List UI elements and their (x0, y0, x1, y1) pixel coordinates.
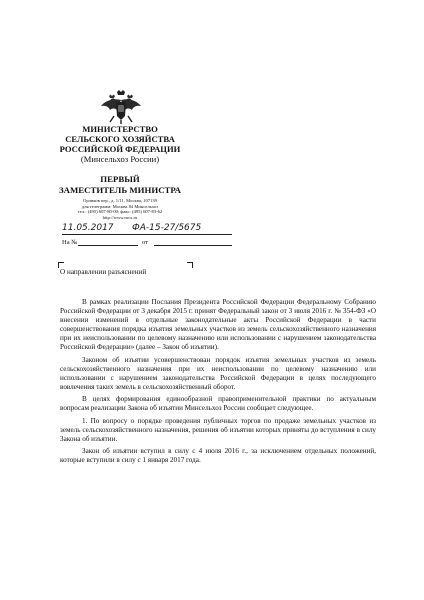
registration-date: 11.05.2017 (62, 223, 114, 233)
russian-coat-of-arms-icon (100, 90, 142, 124)
body-paragraph: В целях формирования единообразной правоприменительной практики по актуальным вопросам реализации Закона об изъятии Минсельхоз России сообщает следующее. (60, 395, 376, 413)
registration-number: ФА-15-27/5675 (132, 223, 202, 233)
ministry-address (40, 198, 200, 220)
ministry-line: МИНИСТЕРСТВО (82, 124, 158, 134)
registration-underline (62, 234, 232, 235)
address-line: тел.: (495) 607-80-00; факс: (495) 607-83-62 (77, 209, 163, 215)
body-paragraph: Закон об изъятии вступил в силу с 4 июля 2016 г., за исключением отдельных положений, которые вступили в силу с 1 января 2017 года. (60, 447, 376, 465)
address-line: http://www.mcx.ru (102, 214, 138, 220)
letter-subject: О направлении разъяснений (60, 268, 147, 276)
reference-date-blank (154, 245, 232, 246)
body-paragraph: Законом об изъятии усовершенствован порядок изъятия земельных участков из земель сельскохозяйственного назначения при их неиспользовании по целевому назначению или использовании с нарушением законодательства Российской Федерации в целях последующего вовлечения таких земель в сельскохозяйственный оборот. (60, 355, 376, 392)
body-paragraph: 1. По вопросу о порядке проведения публичных торгов по продаже земельных участков из земель сельскохозяйственного назначения, решения об изъятии которых приняты до вступления в силу Закона об изъятии. (60, 416, 376, 443)
ministry-name (40, 124, 200, 164)
reference-number-label: На № (62, 239, 78, 246)
ministry-short-name: (Минсельхоз России) (80, 154, 160, 164)
address-line: Орликов пер., д. 1/11, Москва, 107139 (83, 198, 157, 203)
reference-number-blank (78, 245, 138, 246)
ministry-line: РОССИЙСКОЙ ФЕДЕРАЦИИ (59, 144, 181, 154)
reference-date-label: от (142, 239, 149, 246)
position-line: ЗАМЕСТИТЕЛЬ МИНИСТРА (58, 184, 182, 195)
reference-line (62, 238, 232, 248)
ministry-line: СЕЛЬСКОГО ХОЗЯЙСТВА (65, 134, 175, 144)
address-line: для телеграмм: Москва 84 Минсельхоз (81, 203, 159, 209)
registration-line (62, 223, 242, 237)
letter-body (60, 298, 376, 469)
body-paragraph: В рамках реализации Послания Президента Российской Федерации Федеральному Собранию Российской Федерации от 3 декабря 2015 г. принят Федеральный закон от 3 июля 2016 г. № 354-ФЗ «О внесении изменений в отдельные законодательные акты Российской Федерации в части совершенствования порядка изъятия земельных участков из земель сельскохозяйственного назначения при их неиспользовании по целевому назначению или использовании с нарушением законодательства Российской Федерации» (далее – Закон об изъятии). (60, 298, 376, 352)
position-line: ПЕРВЫЙ (100, 174, 140, 184)
signatory-position (40, 174, 200, 195)
